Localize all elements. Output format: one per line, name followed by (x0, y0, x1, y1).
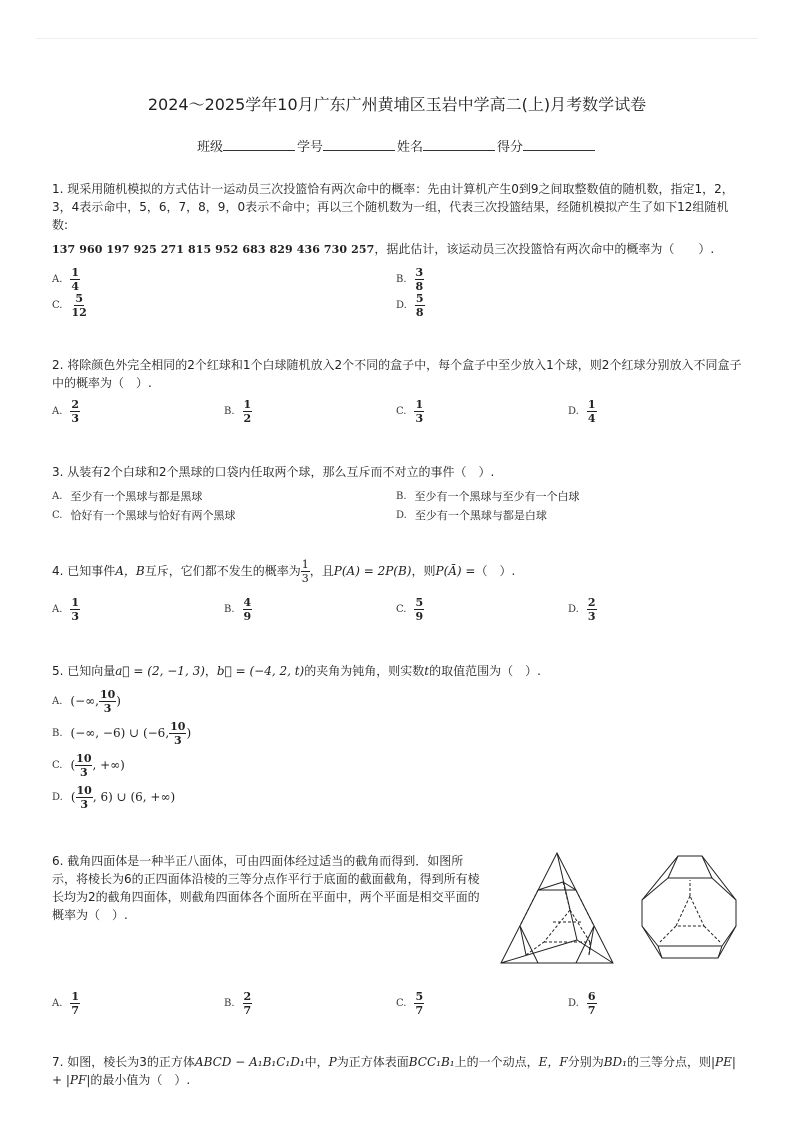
q1-option-b[interactable]: B. $\frac{3}{8}$ (396, 266, 424, 293)
q3-option-c[interactable]: C. 恰好有一个黑球与恰好有两个黑球 (52, 509, 236, 522)
question-4 (52, 558, 742, 585)
q5-option-b[interactable]: B. (−∞, −6) ∪ (−6, $\frac{10}{3}$ ) (52, 720, 192, 747)
q4-option-a[interactable]: A. $\frac{1}{3}$ (52, 596, 80, 623)
q5-option-a[interactable]: A. (−∞, $\frac{10}{3}$ ) (52, 688, 121, 715)
exam-title: 2024～2025学年10月广东广州黄埔区玉岩中学高二(上)月考数学试卷 (147, 95, 647, 114)
question-1-stem-end: ，据此估计，该运动员三次投篮恰有两次命中的概率为（ ）. (374, 242, 715, 256)
question-6-stem: 6. 截角四面体是一种半正八面体，可由四面体经过适当的截角而得到．如图所示，将棱长为6的正四面体沿棱的三等分点作平行于底面的截面截角，得到所有棱长均为2的截角四面体，则截角四面体各个面所在平面中，两个平面是相交平面的概率为（ ）. (52, 854, 480, 922)
field-score: 得分 (497, 136, 597, 155)
q2-option-b[interactable]: B. $\frac{1}{2}$ (224, 398, 252, 425)
q2-option-c[interactable]: C. $\frac{1}{3}$ (396, 398, 424, 425)
q6-option-b[interactable]: B. $\frac{2}{7}$ (224, 990, 252, 1017)
question-2-stem: 2. 将除颜色外完全相同的2个红球和1个白球随机放入2个不同的盒子中，每个盒子中至少放入1个球，则2个红球分别放入不同盒子中的概率为（ ）. (52, 358, 742, 390)
name-blank[interactable] (423, 138, 495, 151)
q4-option-c[interactable]: C. $\frac{5}{9}$ (396, 596, 424, 623)
student-info-fields (0, 136, 794, 155)
q2-option-a[interactable]: A. $\frac{2}{3}$ (52, 398, 80, 425)
question-1 (52, 180, 742, 259)
q2-option-d[interactable]: D. $\frac{1}{4}$ (568, 398, 596, 425)
q6-option-c[interactable]: C. $\frac{5}{7}$ (396, 990, 424, 1017)
question-1-stem: 1. 现采用随机模拟的方式估计一运动员三次投篮恰有两次命中的概率：先由计算机产生0到9之间取整数值的随机数，指定1，2，3，4表示命中，5，6，7，8，9，0表示不命中；再以三个随机数为一组，代表三次投篮结果，经随机模拟产生了如下12组随机数: (52, 182, 734, 232)
field-class: 班级 (197, 136, 297, 155)
question-6 (52, 852, 484, 924)
field-number: 学号 (297, 136, 397, 155)
truncated-tetrahedron-figure (636, 850, 744, 972)
q4-option-d[interactable]: D. $\frac{2}{3}$ (568, 596, 596, 623)
q1-option-a[interactable]: A. $\frac{1}{4}$ (52, 266, 80, 293)
question-5 (52, 662, 742, 680)
q1-option-d[interactable]: D. $\frac{5}{8}$ (396, 292, 424, 319)
number-blank[interactable] (323, 138, 395, 151)
question-4-stem: 4. 已知事件A，B互斥，它们都不发生的概率为 $\frac{1}{3}$ ，且P(A) = 2P(B)，则P(Ā) =（ ）. (52, 558, 516, 585)
field-name: 姓名 (397, 136, 497, 155)
top-divider (36, 38, 758, 39)
question-7-stem: 7. 如图，棱长为3的正方体ABCD − A₁B₁C₁D₁中，P为正方体表面BCC₁B₁上的一个动点，E，F分别为BD₁的三等分点，则|PE| + |PF|的最小值为（ ）. (52, 1055, 736, 1087)
q4-option-b[interactable]: B. $\frac{4}{9}$ (224, 596, 252, 623)
q1-option-c[interactable]: C. $\frac{5}{12}$ (52, 292, 87, 319)
score-blank[interactable] (523, 138, 595, 151)
q5-option-c[interactable]: C. ( $\frac{10}{3}$ , +∞) (52, 752, 125, 779)
random-number-sequence: 137 960 197 925 271 815 952 683 829 436 730 257 (52, 243, 375, 256)
q6-option-a[interactable]: A. $\frac{1}{7}$ (52, 990, 80, 1017)
question-3-stem: 3. 从装有2个白球和2个黑球的口袋内任取两个球，那么互斥而不对立的事件（ ）. (52, 465, 495, 479)
question-7 (52, 1053, 742, 1089)
class-blank[interactable] (223, 138, 295, 151)
q3-option-b[interactable]: B. 至少有一个黑球与至少有一个白球 (396, 490, 580, 503)
tetrahedron-figure (498, 850, 616, 972)
question-3 (52, 463, 742, 481)
q3-option-d[interactable]: D. 至少有一个黑球与都是白球 (396, 509, 547, 522)
q5-option-d[interactable]: D. ( $\frac{10}{3}$ , 6) ∪ (6, +∞) (52, 784, 176, 811)
question-2 (52, 356, 742, 392)
q3-option-a[interactable]: A. 至少有一个黑球与都是黑球 (52, 490, 203, 503)
q6-option-d[interactable]: D. $\frac{6}{7}$ (568, 990, 596, 1017)
question-5-stem: 5. 已知向量a⃗ = (2, −1, 3)，b⃗ = (−4, 2, t)的夹角为钝角，则实数t的取值范围为（ ）. (52, 664, 541, 678)
